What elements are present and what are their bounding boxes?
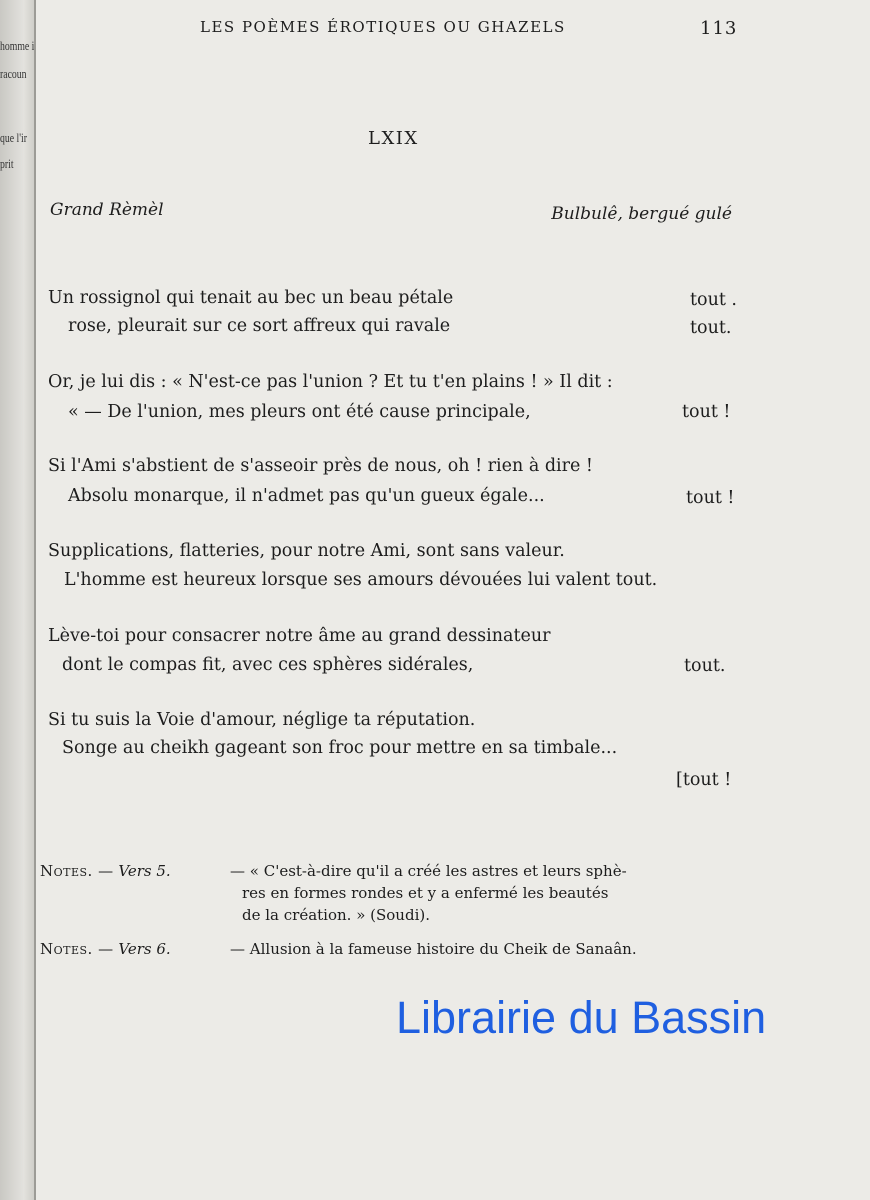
refrain-word: tout. <box>684 656 726 676</box>
verse-line: « — De l'union, mes pleurs ont été cause principale, <box>68 402 531 422</box>
note-label-text: Notes. — <box>40 862 114 880</box>
poem-number: LXIX <box>368 128 419 149</box>
prev-page-fragment: que l'ir <box>0 130 27 145</box>
verse-line: Si l'Ami s'abstient de s'asseoir près de nous, oh ! rien à dire ! <box>48 456 593 476</box>
refrain-original: Bulbulê, bergué gulé <box>551 204 732 224</box>
prev-page-fragment: homme i <box>0 38 35 53</box>
refrain-word: [tout ! <box>676 770 732 790</box>
page-number: 113 <box>700 18 738 39</box>
verse-line: Si tu suis la Voie d'amour, néglige ta réputation. <box>48 710 476 730</box>
verse-line: Lève-toi pour consacrer notre âme au grand dessinateur <box>48 626 551 646</box>
running-title: LES POÈMES ÉROTIQUES OU GHAZELS <box>200 18 566 36</box>
verse-line: dont le compas fit, avec ces sphères sidérales, <box>62 655 474 675</box>
meter-name: Grand Rèmèl <box>50 200 164 220</box>
refrain-word: tout. <box>690 318 732 338</box>
verse-line: Or, je lui dis : « N'est-ce pas l'union ? Et tu t'en plains ! » Il dit : <box>48 372 613 392</box>
note-label <box>40 940 171 958</box>
prev-page-fragment: racoun <box>0 66 27 81</box>
verse-line: Supplications, flatteries, pour notre Ami, sont sans valeur. <box>48 541 565 561</box>
verse-line: L'homme est heureux lorsque ses amours dévouées lui valent tout. <box>64 570 658 590</box>
bookseller-watermark: Librairie du Bassin <box>396 992 767 1043</box>
note-text: — « C'est-à-dire qu'il a créé les astres et leurs sphè- <box>230 862 627 880</box>
refrain-word: tout ! <box>682 402 731 422</box>
note-label <box>40 862 171 880</box>
verse-line: Un rossignol qui tenait au bec un beau pétale <box>48 288 454 308</box>
note-label-text: Notes. — <box>40 940 114 958</box>
refrain-word: tout ! <box>686 488 735 508</box>
previous-page-edge <box>0 0 36 1200</box>
refrain-word: tout . <box>690 290 737 310</box>
verse-line: rose, pleurait sur ce sort affreux qui ravale <box>68 316 451 336</box>
prev-page-fragment: prit <box>0 156 14 171</box>
verse-line: Absolu monarque, il n'admet pas qu'un gueux égale... <box>68 486 545 506</box>
note-verse-ref: Vers 6. <box>118 940 171 958</box>
note-verse-ref: Vers 5. <box>118 862 171 880</box>
note-text: — Allusion à la fameuse histoire du Cheik de Sanaân. <box>230 940 637 958</box>
note-text: de la création. » (Soudi). <box>242 906 430 924</box>
verse-line: Songe au cheikh gageant son froc pour mettre en sa timbale... <box>62 738 618 758</box>
note-text: res en formes rondes et y a enfermé les beautés <box>242 884 609 902</box>
